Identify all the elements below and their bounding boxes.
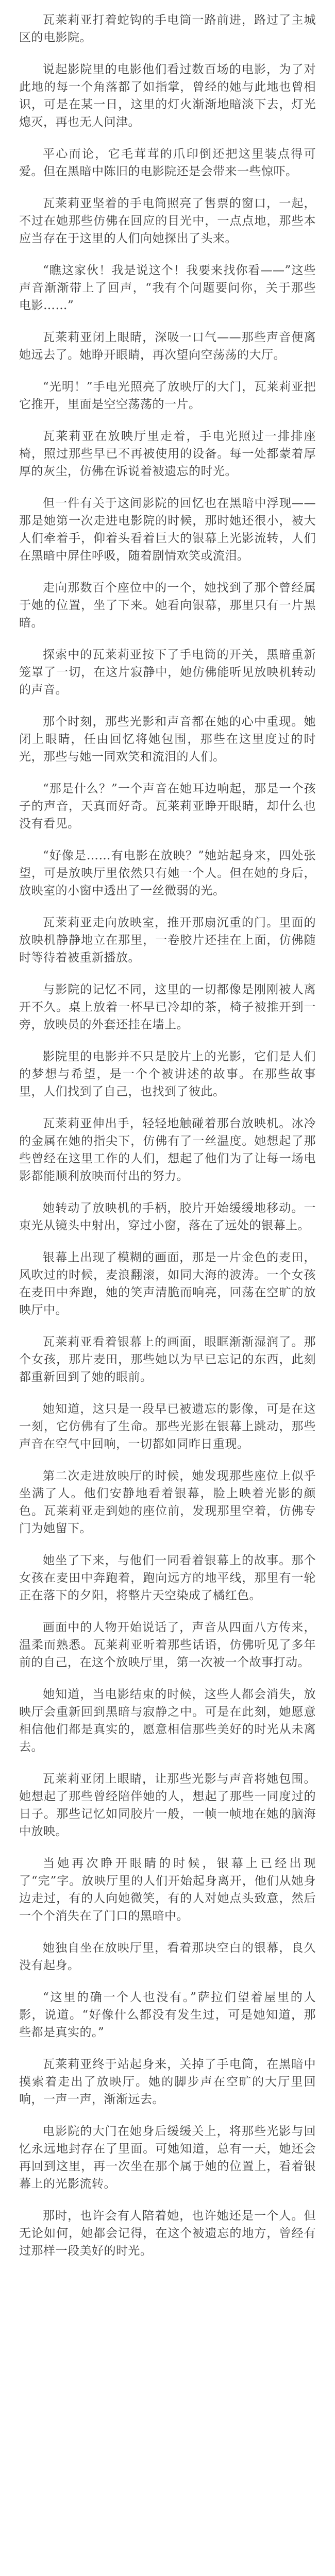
paragraph: 与影院的记忆不同，这里的一切都像是刚刚被人离开不久。桌上放着一杯早已冷却的茶，椅子被推开到一旁，放映员的外套还挂在墙上。 [19,983,316,1031]
paragraph: 平心而论，它毛茸茸的爪印倒还把这里装点得可爱。但在黑暗中陈旧的电影院还是会带来一些惊吓。 [19,147,316,178]
paragraph: 那个时刻，那些光影和声音都在她的心中重现。她闭上眼睛，任由回忆将她包围，那些在这里度过的时光，那些与她一同欢笑和流泪的人们。 [19,715,316,764]
paragraph: 瓦莱莉亚走向放映室，推开那扇沉重的门。里面的放映机静静地立在那里，一卷胶片还挂在上面，仿佛随时等待着被重新播放。 [19,916,316,964]
paragraph: 走向那数百个座位中的一个，她找到了那个曾经属于她的位置，坐了下来。她看向银幕，那里只有一片黑暗。 [19,581,316,630]
paragraph: 她知道，当电影结束的时候，这些人都会消失，放映厅会重新回到黑暗与寂静之中。可是在此刻，她愿意相信他们都是真实的，愿意相信那些美好的时光从未离去。 [19,1688,316,1754]
paragraph: 那时，也许会有人陪着她，也许她还是一个人。但无论如何，她都会记得，在这个被遗忘的地方，曾经有过那样一段美好的时光。 [19,2209,316,2258]
paragraph: 影院里的电影并不只是胶片上的光影，它们是人们的梦想与希望，是一个个被讲述的故事。在那些故事里，人们找到了自己，也找到了彼此。 [19,1050,316,1098]
paragraph: 当她再次睁开眼睛的时候，银幕上已经出现了“完”字。放映厅里的人们开始起身离开，他们从她身边走过，有的人向她微笑，有的人对她点头致意，然后一个个消失在了门口的黑暗中。 [19,1857,316,1923]
paragraph: “光明！”手电光照亮了放映厅的大门，瓦莱莉亚把它推开，里面是空空荡荡的一片。 [19,380,316,411]
paragraph: 瓦莱莉亚闭上眼睛，深吸一口气——那些声音便离她远去了。她睁开眼睛，再次望向空荡荡的大厅。 [19,331,316,362]
paragraph: “那是什么？”一个声音在她耳边响起，那是一个孩子的声音，天真而好奇。瓦莱莉亚睁开眼睛，却什么也没有看见。 [19,782,316,831]
paragraph: 银幕上出现了模糊的画面，那是一片金色的麦田，风吹过的时候，麦浪翻滚，如同大海的波涛。一个女孩在麦田中奔跑，她的笑声清脆而响亮，回荡在空旷的放映厅中。 [19,1251,316,1317]
paragraph: “瞧这家伙！我是说这个！我要来找你看——”这些声音渐渐带上了回声，“我有个问题要问你，关于那些电影……” [19,264,316,312]
paragraph: 瓦莱莉亚终于站起身来，关掉了手电筒，在黑暗中摸索着走出了放映厅。她的脚步声在空旷的大厅里回响，一声一声，渐渐远去。 [19,2058,316,2106]
paragraph: 她知道，这只是一段早已被遗忘的影像，可是在这一刻，它仿佛有了生命。那些光影在银幕上跳动，那些声音在空气中回响，一切都如同昨日重现。 [19,1402,316,1451]
paragraph: 她坐了下来，与他们一同看着银幕上的故事。那个女孩在麦田中奔跑着，跑向远方的地平线，那里有一轮正在落下的夕阳，将整片天空染成了橘红色。 [19,1554,316,1602]
paragraph: 她独自坐在放映厅里，看着那块空白的银幕，良久没有起身。 [19,1941,316,1972]
paragraph: 画面中的人物开始说话了，声音从四面八方传来，温柔而熟悉。瓦莱莉亚听着那些话语，仿佛听见了多年前的自己，在这个放映厅里，第一次被一个故事打动。 [19,1621,316,1669]
paragraph: 电影院的大门在她身后缓缓关上，将那些光影与回忆永远地封存在了里面。可她知道，总有一天，她还会再回到这里，再一次坐在那个属于她的位置上，看着银幕上的光影流转。 [19,2125,316,2191]
paragraph: 瓦莱莉亚闭上眼睛，让那些光影与声音将她包围。她想起了那些曾经陪伴她的人，想起了那些一同度过的日子。那些记忆如同胶片一般，一帧一帧地在她的脑海中放映。 [19,1772,316,1838]
paragraph: “好像是……有电影在放映？”她站起身来，四处张望，可是放映厅里依然只有她一个人。但在她的身后，放映室的小窗中透出了一丝微弱的光。 [19,849,316,897]
paragraph: 瓦莱莉亚伸出手，轻轻地触碰着那台放映机。冰冷的金属在她的指尖下，仿佛有了一丝温度。她想起了那些曾经在这里工作的人们，想起了他们为了让每一场电影都能顺利放映而付出的努力。 [19,1117,316,1183]
paragraph: 说起影院里的电影他们看过数百场的电影，为了对此地的每一个角落都了如指掌，曾经的她与此地也曾相识，可是在某一日，这里的灯火渐渐地暗淡下去，灯光熄灭，再也无人问津。 [19,63,316,129]
paragraph: 第二次走进放映厅的时候，她发现那些座位上似乎坐满了人。他们安静地看着银幕，脸上映着光影的颜色。瓦莱莉亚走到她的座位前，发现那里空着，仿佛专门为她留下。 [19,1469,316,1535]
paragraph: 瓦莱莉亚在放映厅里走着，手电光照过一排排座椅，照过那些早已不再被使用的设备。每一处都蒙着厚厚的灰尘，仿佛在诉说着被遗忘的时光。 [19,430,316,478]
paragraph: 但一件有关于这间影院的回忆也在黑暗中浮现——那是她第一次走进电影院的时候，那时她还很小，被大人们牵着手，仰着头看着巨大的银幕上光影流转，人们在黑暗中屏住呼吸，随着剧情欢笑或流泪。 [19,497,316,563]
paragraph: 瓦莱莉亚坚着的手电筒照亮了售票的窗口，一起，不过在她那些仿佛在回应的目光中，一点点地，那些本应当存在于这里的人们向她探出了头来。 [19,197,316,245]
paragraph: 瓦莱莉亚看着银幕上的画面，眼眶渐渐湿润了。那个女孩，那片麦田，那些她以为早已忘记的东西，此刻都重新回到了她的眼前。 [19,1335,316,1384]
paragraph: “这里的确一个人也没有。”萨拉们望着屋里的人影，说道。“好像什么都没有发生过，可是她知道，那些都是真实的。” [19,1991,316,2039]
paragraph: 她转动了放映机的手柄，胶片开始缓缓地移动。一束光从镜头中射出，穿过小窗，落在了远处的银幕上。 [19,1201,316,1232]
paragraph: 瓦莱莉亚打着蛇钩的手电筒一路前进，路过了主城区的电影院。 [19,13,316,44]
paragraph: 探索中的瓦莱莉亚按下了手电筒的开关，黑暗重新笼罩了一切，在这片寂静中，她仿佛能听见放映机转动的声音。 [19,648,316,697]
